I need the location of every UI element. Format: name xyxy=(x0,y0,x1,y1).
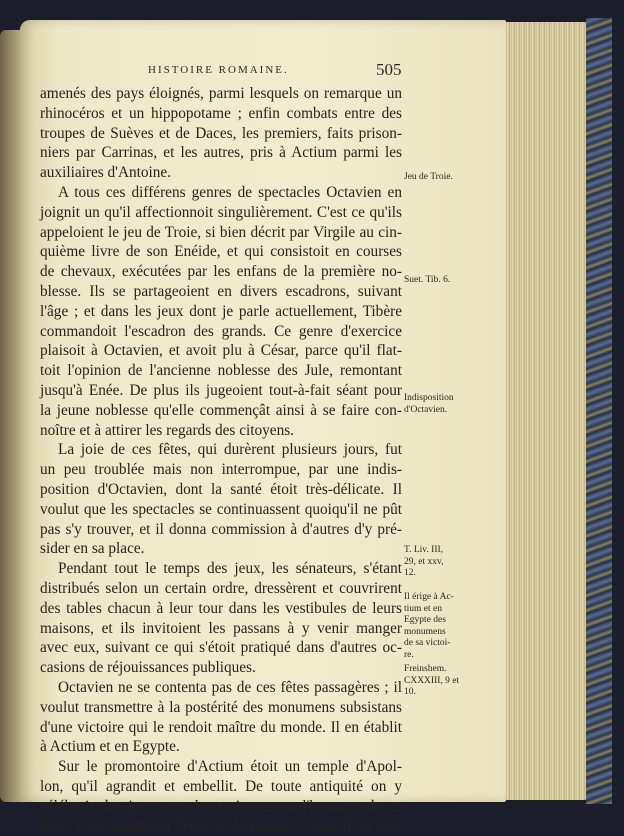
margin-note-line: Suet. Tib. 6. xyxy=(404,275,451,285)
margin-note-indisposition xyxy=(404,393,496,416)
margin-note-line: Egypte des xyxy=(404,615,446,625)
page-edges xyxy=(496,22,588,800)
text-line: noître et à attirer les regards des citoyens. xyxy=(40,421,294,439)
text-line: troupes de Suèves et de Daces, les premiers, faits prison- xyxy=(40,124,402,142)
margin-note-suetone xyxy=(404,275,496,287)
text-line: de chevaux, exécutées par les enfans de la première no- xyxy=(40,263,402,281)
text-line: casions de réjouissances publiques. xyxy=(40,659,256,677)
text-line: La joie de ces fêtes, qui durèrent plusieurs jours, fut xyxy=(58,441,402,459)
margin-note-line: T. Liv. III, xyxy=(404,545,444,555)
text-line: quième livre de son Enéide, et qui consistoit en courses xyxy=(40,243,402,261)
text-line: Sur le promontoire d'Actium étoit un temple d'Apol- xyxy=(58,758,402,776)
text-line: voulut que les spectacles se continuassent quoiqu'il ne pût xyxy=(40,500,402,518)
page-number: 505 xyxy=(376,60,402,79)
text-line: joignit un qu'il affectionnoit singulièrement. C'est ce qu'ils xyxy=(40,203,402,221)
margin-note-line: CXXXIII, 9 et xyxy=(404,675,460,686)
text-line: blesse. Ils se partageoient en divers escadrons, suivant xyxy=(40,282,402,300)
text-line: à Actium et en Egypte. xyxy=(40,738,180,756)
text-line: l'âge ; et dans les jeux dont je parle actuellement, Tibère xyxy=(40,302,402,320)
text-line: amenés des pays éloignés, parmi lesquels on remarque un xyxy=(40,85,402,102)
margin-note-line: re. xyxy=(404,649,414,660)
text-line: position d'Octavien, dont la santé étoit très-délicate. Il xyxy=(40,480,402,498)
text-line: lon, qu'il agrandit et embellit. De toute antiquité on y xyxy=(40,777,402,795)
text-line: niers par Carrinas, et les autres, pris à Actium parmi les xyxy=(40,144,402,162)
text-line: jusqu'à Enée. De plus ils jugeoient tout-à-fait séant pour xyxy=(40,381,402,399)
text-line: avec eux, suivant ce qui s'étoit pratiqué dans d'autres oc- xyxy=(40,639,402,657)
text-line: appeloient le jeu de Troie, si bien décrit par Virgile au cin- xyxy=(40,223,402,241)
marbled-cover xyxy=(586,18,612,804)
margin-note-line: Jeu de Troie. xyxy=(404,172,453,182)
margin-note-line: Indisposition xyxy=(404,393,454,403)
margin-note-line: 10. xyxy=(404,687,416,697)
running-head: HISTOIRE ROMAINE. xyxy=(148,64,289,76)
text-line: dieu. Il en augmenta l'éclat et la pompe ; mais il en pro- xyxy=(40,817,402,835)
text-line: la jeune noblesse qu'elle commençât ainsi à se faire con- xyxy=(40,401,402,419)
text-line: rhinocéros et un hippopotame ; enfin combats entre des xyxy=(40,104,402,122)
margin-note-line: 12. xyxy=(404,568,416,578)
text-line: pas s'y trouver, et il donna commission à d'autres d'y pré- xyxy=(40,520,402,538)
text-line: distribués selon un certain ordre, dressèrent et couvrirent xyxy=(40,579,402,597)
margin-note-line: d'Octavien. xyxy=(404,404,448,415)
body-text xyxy=(40,84,402,836)
text-line: voulut transmettre à la postérité des monumens subsistans xyxy=(40,698,402,716)
margin-note-line: monumens xyxy=(404,626,446,637)
text-line: célébroit des jeux tous les trois ans en l'honneur de ce xyxy=(40,797,402,815)
text-line: Octavien ne se contenta pas de ces fêtes passagères ; il xyxy=(58,678,402,696)
margin-note-monumens xyxy=(404,592,496,661)
text-line: maisons, et ils invitoient les passans à y venir manger xyxy=(40,619,402,637)
margin-note-line: tium et en xyxy=(404,603,442,614)
margin-note-line: Freinshem. xyxy=(404,664,447,674)
margin-note-line: Il érige à Ac- xyxy=(404,592,454,602)
margin-note-tite-live xyxy=(404,545,496,580)
margin-note-freinshem xyxy=(404,664,496,699)
margin-note-line: de sa victoi- xyxy=(404,638,451,648)
text-line: un peu troublée mais non interrompue, par une indis- xyxy=(40,461,402,479)
text-line: toit l'opinion de l'ancienne noblesse des Jule, remontant xyxy=(40,362,402,380)
margin-note-jeu-de-troie xyxy=(404,172,496,184)
text-line: plaisoit à Octavien, et avoit plu à César, parce qu'il flat- xyxy=(40,342,402,360)
text-line: sider en sa place. xyxy=(40,540,145,558)
text-line: commandoit l'escadron des grands. Ce genre d'exercice xyxy=(40,322,402,340)
text-line: d'une victoire qui le rendoit maître du monde. Il en établit xyxy=(40,718,402,736)
margin-note-line: 29, et xxv, xyxy=(404,556,444,567)
text-line: des tables chacun à leur tour dans les vestibules de leurs xyxy=(40,599,402,617)
text-line: Pendant tout le temps des jeux, les sénateurs, s'étant xyxy=(58,560,402,578)
text-line: auxiliaires d'Antoine. xyxy=(40,164,172,182)
text-line: A tous ces différens genres de spectacles Octavien en xyxy=(58,183,402,201)
